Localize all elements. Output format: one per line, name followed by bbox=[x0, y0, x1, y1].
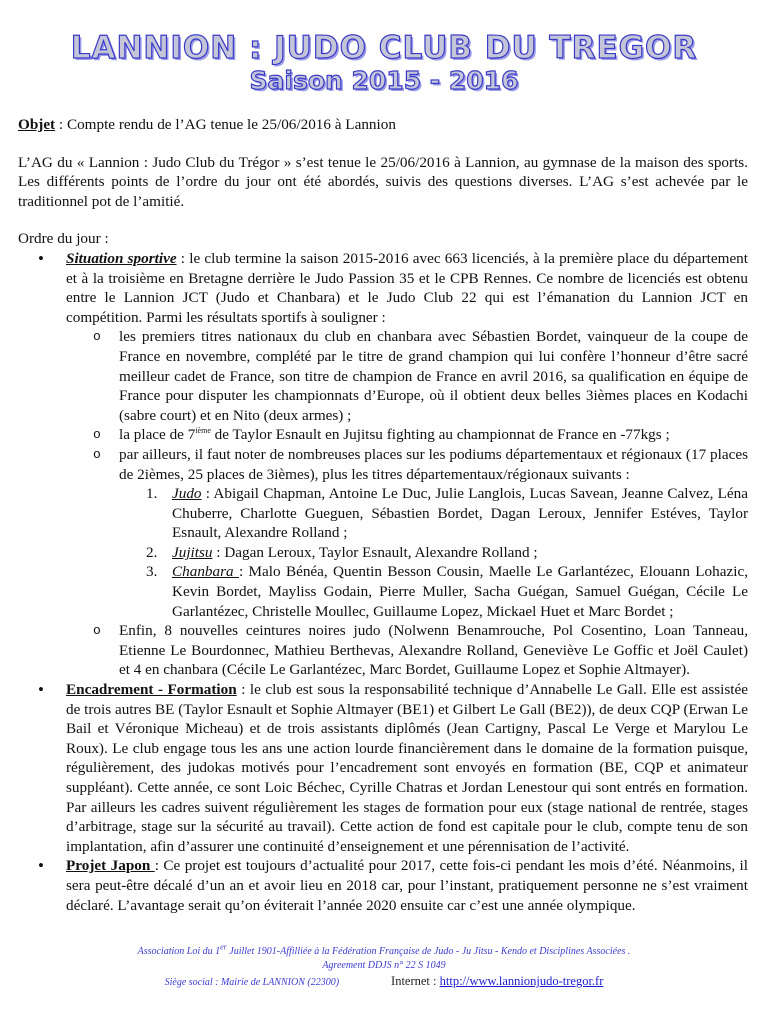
section-title: Projet Japon bbox=[66, 857, 155, 875]
title-line-1: LANNION : JUDO CLUB DU TREGOR bbox=[70, 30, 698, 66]
section-text: : Ce projet est toujours d’actualité pour 2017, cette fois-ci pendant les mois d’été. Néanmoins, il sera peut-être décalé d’un an et avoir lieu en 2018 car, pour l’instant, pratiquement personne ne s’est vraiment déclaré. L’avantage serait qu’on éviterait l’année 2020 ensuite car c’est une année olympique. bbox=[66, 857, 748, 914]
list-item bbox=[146, 562, 748, 621]
agenda-item-encadrement bbox=[66, 680, 748, 856]
discipline-name: Judo bbox=[172, 485, 202, 503]
list-item-text: par ailleurs, il faut noter de nombreuses places sur les podiums départementaux et régionaux (17 places de 2ièmes, 25 places de 3ièmes), plus les titres départementaux/régionaux suivants : bbox=[119, 445, 748, 483]
list-item-text: : Abigail Chapman, Antoine Le Duc, Julie Langlois, Lucas Savean, Jeanne Calvez, Léna Chuberre, Charlotte Gueguen, Sébastien Bordet, Dagan Leroux, Jennifer Estéves, Taylor Esnault, Alexandre Rolland ; bbox=[172, 485, 748, 542]
intro-paragraph: L’AG du « Lannion : Judo Club du Trégor » s’est tenue le 25/06/2016 à Lannion, au gymnase de la maison des sports. Les différents points de l’ordre du jour ont été abordés, suivis des questions diverses. L’AG s’est achevée par le traditionnel pot de l’amitié. bbox=[18, 153, 748, 210]
footer-siege: Siège social : Mairie de LANNION (22300) bbox=[164, 977, 340, 989]
footer-text: Association Loi du 1 bbox=[137, 946, 221, 958]
discipline-name: Chanbara bbox=[172, 563, 239, 581]
objet-label: Objet bbox=[18, 116, 56, 133]
ordre-du-jour-label: Ordre du jour : bbox=[18, 230, 109, 248]
footer-internet bbox=[391, 973, 603, 990]
footer-agreement: Agreement DDJS n° 22 S 1049 bbox=[322, 960, 446, 972]
list-item-text: la place de 7 bbox=[119, 426, 196, 444]
discipline-name: Jujitsu bbox=[172, 543, 213, 561]
superscript: ième bbox=[195, 426, 211, 436]
objet-text: : Compte rendu de l’AG tenue le 25/06/2016 à Lannion bbox=[55, 116, 396, 133]
list-item-text: : Malo Bénéa, Quentin Besson Cousin, Maelle Le Garlantézec, Elouann Lohazic, Kevin Bordet, Mayliss Godain, Pierre Muller, Sacha Guégan, Samuel Guégan, Cécile Le Garlantézec, Christelle Moullec, Guillaume Lopez, Mickael Huet et Marc Bordet ; bbox=[172, 563, 748, 620]
list-item-text: de Taylor Esnault en Jujitsu fighting au championnat de France en -77kgs ; bbox=[210, 426, 670, 444]
section-title: Encadrement - Formation bbox=[66, 681, 237, 699]
footer-contact-row bbox=[0, 973, 768, 991]
list-item: o les premiers titres nationaux du club en chanbara avec Sébastien Bordet, vainqueur de la coupe de France en novembre, complété par le titre de grand champion qui lui confère l’honneur d’être sacré meilleur cadet de France, son titre de champion de France en avril 2016, sa qualification en équipe de France pour disputer les championnats d’Europe, où il obtient deux belles 3ièmes places en Kodachi (sabre court) et en Nito (deux armes) ; bbox=[119, 327, 748, 425]
page-footer bbox=[0, 915, 768, 991]
list-item bbox=[119, 445, 748, 621]
list-number: 3. bbox=[146, 563, 158, 581]
list-item bbox=[146, 543, 748, 563]
list-number: 1. bbox=[146, 485, 158, 503]
section-text: : le club termine la saison 2015-2016 avec 663 licenciés, à la première place du département et à la troisième en Bretagne derrière le Judo Passion 35 et le CPB Rennes. Ce nombre de licenciés est obtenu entre le Lannion JCT (Judo et Chanbara) et le Judo Club 22 qui est l’émanation du Lannion JCT en compétition. Parmi les résultats sportifs à souligner : bbox=[66, 249, 748, 326]
superscript: er bbox=[220, 942, 227, 952]
list-number: 2. bbox=[146, 543, 158, 561]
internet-label: Internet : bbox=[391, 974, 440, 989]
section-title: Situation sportive bbox=[66, 249, 177, 267]
results-list bbox=[66, 327, 748, 680]
agenda-item-situation-sportive bbox=[66, 249, 748, 680]
list-item-text: : Dagan Leroux, Taylor Esnault, Alexandre Rolland ; bbox=[212, 543, 538, 561]
list-item: o Enfin, 8 nouvelles ceintures noires judo (Nolwenn Benamrouche, Pol Cosentino, Loan Tanneau, Etienne Le Bourdonnec, Mathieu Berthevas, Alexandre Rolland, Geneviève Le Goffic et Joël Caulet) et 4 en chanbara (Cécile Le Garlantézec, Marc Bordet, Guillaume Lopez et Sophie Altmayer). bbox=[119, 621, 748, 680]
list-item bbox=[146, 484, 748, 543]
club-title-wordart bbox=[0, 30, 768, 96]
agenda-item-projet-japon bbox=[66, 856, 748, 915]
objet-line bbox=[18, 115, 748, 135]
section-text: : le club est sous la responsabilité technique d’Annabelle Le Gall. Elle est assistée de trois autres BE (Taylor Esnault et Sophie Altmayer (BE1) et Gilbert Le Gall (BE2)), de deux CQP (Erwan Le Bail et Véronique Micheau) et de trois assistants diplômés (Jean Cartigny, Pascal Le Verge et Marylou Le Roux). Le club engage tous les ans une action lourde financièrement dans le domaine de la formation puisque, régulièrement, des judokas motivés pour l’encadrement sont envoyés en formation (BE, CQP et animateur suppléant). Cette année, ce sont Loic Béchec, Cyrille Chatras et Jordan Lenestour qui sont entrés en formation. Par ailleurs les cadres suivent régulièrement les stages de formation pour eux (stage national de rentrée, stages d’arbitrage, stage sur la sécurité au travail). Cette action de fond est capitale pour le club, compte tenu de son implantation, afin d’assurer une continuité d’enseignement et une pérennisation de l’activité. bbox=[66, 681, 748, 855]
title-line-2: Saison 2015 - 2016 bbox=[249, 66, 519, 95]
website-link[interactable]: http://www.lannionjudo-tregor.fr bbox=[439, 974, 604, 989]
agenda-list bbox=[18, 249, 748, 915]
footer-association bbox=[0, 942, 768, 959]
titles-list bbox=[119, 484, 748, 621]
footer-text: Juillet 1901-Affilliée à la Fédération Française de Judo - Ju Jitsu - Kendo et Disciplines Associées . bbox=[226, 946, 631, 958]
document-body bbox=[18, 115, 748, 915]
list-item bbox=[119, 425, 748, 445]
